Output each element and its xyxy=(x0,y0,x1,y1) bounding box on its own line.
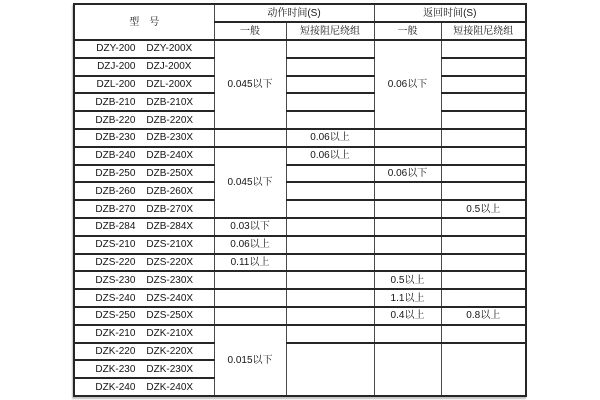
empty-cell xyxy=(286,111,374,129)
model-name: DZS-240 xyxy=(95,292,136,304)
model-name-x: DZK-210X xyxy=(146,328,194,340)
empty-cell xyxy=(286,271,374,289)
empty-cell xyxy=(441,58,526,76)
model-name: DZB-230 xyxy=(95,132,136,144)
model-name: DZS-220 xyxy=(95,256,136,268)
empty-cell xyxy=(374,254,441,272)
model-name-x: DZS-210X xyxy=(146,239,194,251)
model-name-x: DZB-270X xyxy=(146,203,194,215)
model-cell xyxy=(74,111,214,129)
model-cell xyxy=(74,289,214,307)
model-cell xyxy=(74,93,214,111)
empty-cell xyxy=(441,147,526,165)
model-cell xyxy=(74,40,214,58)
empty-cell xyxy=(441,289,526,307)
model-cell xyxy=(74,343,214,361)
empty-cell xyxy=(374,200,441,218)
empty-cell xyxy=(286,182,374,200)
empty-cell xyxy=(286,325,374,343)
model-cell xyxy=(74,58,214,76)
model-cell xyxy=(74,271,214,289)
empty-cell xyxy=(374,129,441,147)
table-row xyxy=(74,129,526,147)
model-cell xyxy=(74,236,214,254)
model-name: DZS-210 xyxy=(95,239,136,251)
empty-cell xyxy=(441,93,526,111)
empty-cell xyxy=(441,165,526,183)
model-cell xyxy=(74,200,214,218)
model-name-x: DZS-220X xyxy=(146,256,194,268)
table-row xyxy=(74,165,526,183)
table-row xyxy=(74,343,526,361)
return-damping-cell: 0.5以上 xyxy=(441,200,526,218)
return-damping-cell: 0.8以上 xyxy=(441,307,526,325)
empty-cell xyxy=(214,289,286,307)
empty-cell xyxy=(286,76,374,94)
model-name: DZK-220 xyxy=(95,345,136,357)
model-name: DZS-250 xyxy=(95,310,136,322)
model-name-x: DZB-220X xyxy=(146,114,194,126)
model-name-x: DZS-240X xyxy=(146,292,194,304)
model-name: DZB-220 xyxy=(95,114,136,126)
empty-cell xyxy=(286,165,374,183)
model-name: DZY-200 xyxy=(96,43,136,55)
empty-cell xyxy=(286,93,374,111)
model-name-x: DZB-230X xyxy=(146,132,194,144)
empty-cell xyxy=(441,271,526,289)
return-general-cell: 0.4以上 xyxy=(374,307,441,325)
model-name-x: DZL-200X xyxy=(146,78,192,90)
empty-cell xyxy=(286,236,374,254)
model-name-x: DZB-240X xyxy=(146,150,194,162)
empty-cell xyxy=(214,129,286,147)
table-row xyxy=(74,289,526,307)
header-action-damping: 短接阻尼绕组 xyxy=(286,22,374,40)
model-name: DZB-270 xyxy=(95,203,136,215)
empty-cell xyxy=(441,218,526,236)
table-row xyxy=(74,200,526,218)
header-return-general: 一般 xyxy=(374,22,441,40)
action-damping-cell: 0.06以上 xyxy=(286,129,374,147)
empty-cell xyxy=(286,307,374,325)
model-cell xyxy=(74,325,214,343)
model-name: DZK-240 xyxy=(95,381,136,393)
model-cell xyxy=(74,307,214,325)
header-return-time: 返回时间(S) xyxy=(374,4,526,22)
header-action-general: 一般 xyxy=(214,22,286,40)
table-row xyxy=(74,40,526,58)
action-general-cell: 0.03以下 xyxy=(214,218,286,236)
model-name-x: DZS-230X xyxy=(146,274,194,286)
table-row xyxy=(74,182,526,200)
table-row xyxy=(74,307,526,325)
action-general-cell: 0.06以上 xyxy=(214,236,286,254)
model-cell xyxy=(74,182,214,200)
model-name: DZB-240 xyxy=(95,150,136,162)
table-row xyxy=(74,254,526,272)
model-cell xyxy=(74,360,214,378)
table-row xyxy=(74,58,526,76)
empty-cell xyxy=(441,236,526,254)
empty-cell xyxy=(374,182,441,200)
action-damping-cell: 0.06以上 xyxy=(286,147,374,165)
header-model: 型 号 xyxy=(74,4,214,40)
model-cell xyxy=(74,218,214,236)
table-row xyxy=(74,325,526,343)
table-row xyxy=(74,111,526,129)
model-name-x: DZK-230X xyxy=(146,363,194,375)
return-general-cell: 0.06以下 xyxy=(374,40,441,129)
empty-cell xyxy=(441,40,526,58)
return-general-cell: 1.1以上 xyxy=(374,289,441,307)
empty-cell xyxy=(286,343,374,396)
model-name-x: DZJ-200X xyxy=(146,61,192,73)
empty-cell xyxy=(286,40,374,58)
header-action-time: 动作时间(S) xyxy=(214,4,374,22)
empty-cell xyxy=(441,254,526,272)
empty-cell xyxy=(286,289,374,307)
model-name-x: DZY-200X xyxy=(146,43,193,55)
model-name-x: DZB-210X xyxy=(146,96,194,108)
table-row xyxy=(74,271,526,289)
model-name: DZB-284 xyxy=(95,221,136,233)
model-cell xyxy=(74,165,214,183)
action-general-cell: 0.015以下 xyxy=(214,325,286,396)
empty-cell xyxy=(441,343,526,396)
empty-cell xyxy=(374,325,441,343)
model-name-x: DZS-250X xyxy=(146,310,194,322)
empty-cell xyxy=(286,200,374,218)
model-name-x: DZK-220X xyxy=(146,345,194,357)
model-cell xyxy=(74,147,214,165)
header-row-1 xyxy=(74,4,526,22)
empty-cell xyxy=(441,182,526,200)
model-cell xyxy=(74,76,214,94)
model-cell xyxy=(74,378,214,396)
spec-table xyxy=(73,3,527,397)
table-row xyxy=(74,147,526,165)
model-name-x: DZK-240X xyxy=(146,381,194,393)
action-general-cell: 0.045以下 xyxy=(214,40,286,129)
action-general-cell: 0.11以上 xyxy=(214,254,286,272)
model-name: DZB-210 xyxy=(95,96,136,108)
empty-cell xyxy=(374,218,441,236)
model-name: DZB-250 xyxy=(95,167,136,179)
empty-cell xyxy=(441,129,526,147)
model-name-x: DZB-284X xyxy=(146,221,194,233)
empty-cell xyxy=(374,147,441,165)
model-name: DZK-210 xyxy=(95,328,136,340)
return-general-cell: 0.5以上 xyxy=(374,271,441,289)
model-name-x: DZB-250X xyxy=(146,167,194,179)
empty-cell xyxy=(441,325,526,343)
empty-cell xyxy=(214,307,286,325)
model-name: DZL-200 xyxy=(96,78,136,90)
empty-cell xyxy=(374,236,441,254)
return-general-cell: 0.06以下 xyxy=(374,165,441,183)
table-row xyxy=(74,218,526,236)
model-cell xyxy=(74,254,214,272)
table-row xyxy=(74,76,526,94)
empty-cell xyxy=(286,58,374,76)
model-name: DZK-230 xyxy=(95,363,136,375)
empty-cell xyxy=(286,254,374,272)
action-general-cell: 0.045以下 xyxy=(214,147,286,218)
spec-table-container xyxy=(73,3,527,397)
table-row xyxy=(74,236,526,254)
table-row xyxy=(74,93,526,111)
model-name: DZB-260 xyxy=(95,185,136,197)
header-return-damping: 短接阻尼绕组 xyxy=(441,22,526,40)
empty-cell xyxy=(286,218,374,236)
model-cell xyxy=(74,129,214,147)
model-name-x: DZB-260X xyxy=(146,185,194,197)
model-name: DZS-230 xyxy=(95,274,136,286)
empty-cell xyxy=(374,343,441,396)
model-name: DZJ-200 xyxy=(97,61,136,73)
empty-cell xyxy=(441,111,526,129)
empty-cell xyxy=(441,76,526,94)
empty-cell xyxy=(214,271,286,289)
